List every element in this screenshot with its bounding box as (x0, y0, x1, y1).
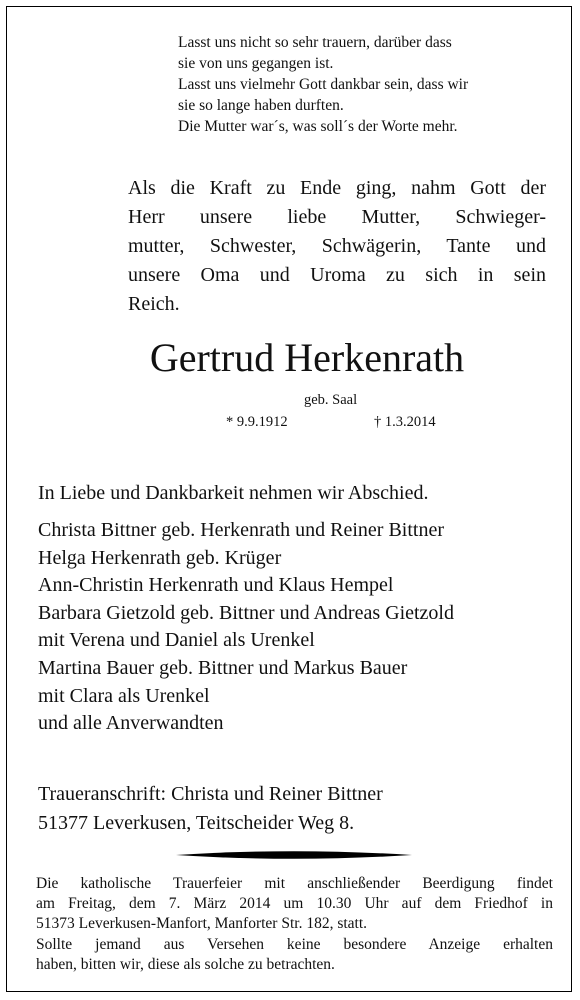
notice-line: Sollte jemand aus Versehen keine besondere Anzeige erhalten (36, 935, 553, 953)
intro-line: mutter, Schwester, Schwägerin, Tante und (128, 235, 546, 257)
mourner-line: Barbara Gietzold geb. Bittner und Andreas Gietzold (38, 601, 454, 624)
death-date: † 1.3.2014 (374, 414, 436, 430)
intro-line: Herr unsere liebe Mutter, Schwieger- (128, 206, 546, 228)
divider-rule (176, 850, 412, 860)
poem-line: Lasst uns vielmehr Gott dankbar sein, dass wir (178, 76, 469, 93)
birth-date: * 9.9.1912 (226, 414, 288, 430)
birth-name: geb. Saal (304, 392, 358, 408)
address-line: Traueranschrift: Christa und Reiner Bittner (38, 783, 383, 805)
poem-line: Lasst uns nicht so sehr trauern, darüber dass (178, 34, 452, 51)
mourner-line: Helga Herkenrath geb. Krüger (38, 546, 282, 569)
intro-line: unsere Oma und Uroma zu sich in sein (128, 264, 546, 286)
poem-verse (178, 32, 548, 137)
mourners-list (38, 517, 454, 738)
mourner-line: und alle Anverwandten (38, 712, 224, 735)
mourner-line: Ann-Christin Herkenrath und Klaus Hempel (38, 574, 394, 597)
notice-line: am Freitag, dem 7. März 2014 um 10.30 Uhr auf dem Friedhof in (36, 895, 553, 913)
intro-line: Reich. (128, 293, 180, 315)
mourner-line: Martina Bauer geb. Bittner und Markus Bauer (38, 656, 408, 679)
mourning-address (38, 780, 383, 838)
notice-line: 51373 Leverkusen-Manfort, Manforter Str. 182, statt. (36, 915, 368, 933)
poem-line: sie so lange haben durften. (178, 97, 344, 114)
deceased-name: Gertrud Herkenrath (149, 335, 465, 380)
address-line: 51377 Leverkusen, Teitscheider Weg 8. (38, 812, 355, 834)
mourner-line: Christa Bittner geb. Herkenrath und Reiner Bittner (38, 519, 445, 541)
notice-line: haben, bitten wir, diese als solche zu betrachten. (36, 955, 335, 973)
notice-line: Die katholische Trauerfeier mit anschließender Beerdigung findet (36, 875, 553, 892)
mourner-line: mit Clara als Urenkel (38, 684, 210, 707)
intro-paragraph (128, 174, 546, 319)
intro-line: Als die Kraft zu Ende ging, nahm Gott der (128, 177, 546, 199)
poem-line: sie von uns gegangen ist. (178, 55, 334, 72)
mourner-line: mit Verena und Daniel als Urenkel (38, 629, 315, 652)
farewell-line: In Liebe und Dankbarkeit nehmen wir Abschied. (38, 482, 429, 504)
funeral-notice (36, 874, 553, 975)
poem-line: Die Mutter war´s, was soll´s der Worte mehr. (178, 118, 458, 135)
